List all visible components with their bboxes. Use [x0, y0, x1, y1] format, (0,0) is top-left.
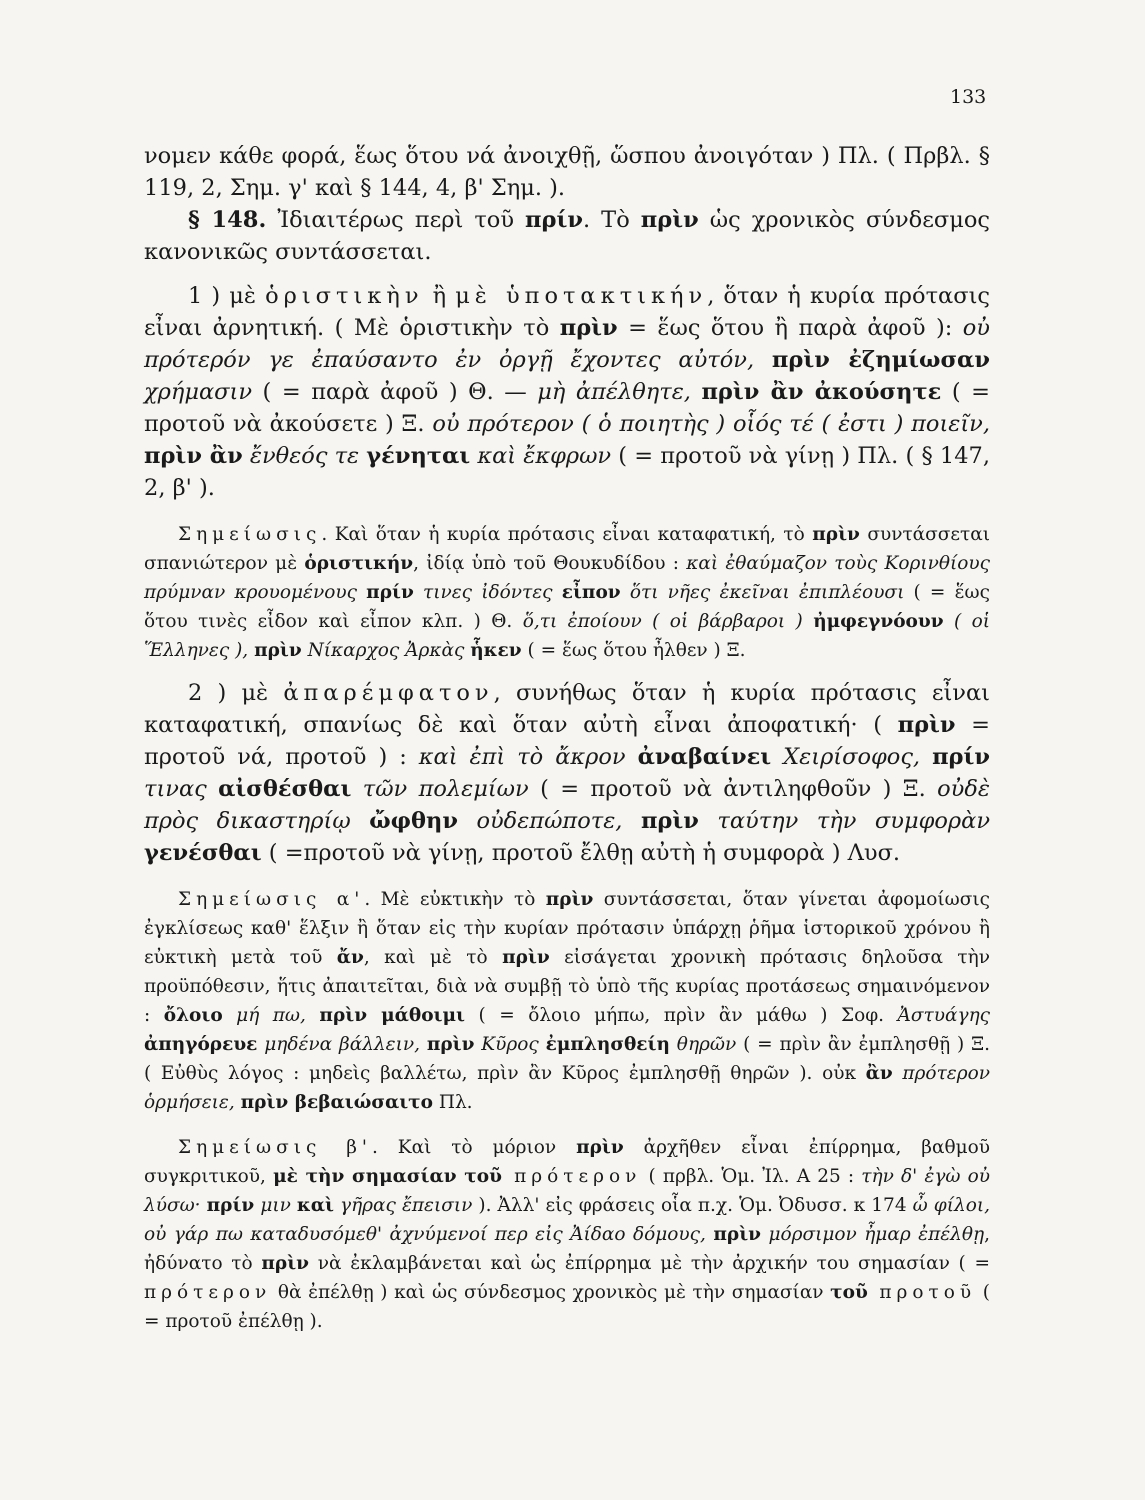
note-label: Σημείωσις β': [178, 1137, 373, 1158]
note-2: Σημείωσις α'. Μὲ εὐκτικὴν τὸ πρὶν συντάσσεται, ὅταν γίνεται ἀφομοίωσις ἐγκλίσεως καθ' ἕλξιν ἢ ὅταν εἰς τὴν κυρίαν πρότασιν ὑπάρχῃ ῥῆμα ἱστορικοῦ χρόνου ἢ εὐκτικὴ μετὰ τοῦ ἄν, καὶ μὲ τὸ πρὶν εἰσάγεται χρονικὴ πρότασις δηλοῦσα τὴν προϋπόθεσιν, ἥτις ἀπαιτεῖται, διὰ νὰ συμβῇ τὸ ὑπὸ τῆς κυρίας προτάσεως σημαινόμενον : ὄλοιο μή πω, πρὶν μάθοιμι ( = ὄλοιο μήπω, πρὶν ἂν μάθω ) Σοφ. Ἀστυάγης ἀπηγόρευε μηδένα βάλλειν, πρὶν Κῦρος ἐμπλησθείη θηρῶν ( = πρὶν ἂν ἐμπλησθῇ ) Ξ. ( Εὐθὺς λόγος : μηδεὶς βαλλέτω, πρὶν ἂν Κῦρος ἐμπλησθῇ θηρῶν ). οὐκ ἂν πρότερον ὁρμήσειε, πρὶν βεβαιώσαιτο Πλ.: [144, 889, 991, 1113]
page-number: 133: [950, 86, 987, 108]
item-1-paragraph: 1 ) μὲ ὁριστικὴν ἢ μὲ ὑποτακτικήν, ὅταν ἡ κυρία πρότασις εἶναι ἀρνητική. ( Μὲ ὁριστικὴν τὸ πρὶν = ἕως ὅτου ἢ παρὰ ἀφοῦ ): οὐ πρότερόν γε ἐπαύσαντο ἐν ὀργῇ ἔχοντες αὐτόν, πρὶν ἐζημίωσαν χρήμασιν ( = παρὰ ἀφοῦ ) Θ. — μὴ ἀπέλθητε, πρὶν ἂν ἀκούσητε ( = προτοῦ νὰ ἀκούσετε ) Ξ. οὐ πρότερον ( ὁ ποιητὴς ) οἷός τέ ( ἐστι ) ποιεῖν, πρὶν ἂν ἔνθεός τε γένηται καὶ ἔκφρων ( = προτοῦ νὰ γίνῃ ) Πλ. ( § 147, 2, β' ).: [144, 283, 991, 501]
note-1: Σημείωσις. Καὶ ὅταν ἡ κυρία πρότασις εἶναι καταφατική, τὸ πρὶν συντάσσεται σπανιώτερον μὲ ὁριστικήν, ἰδίᾳ ὑπὸ τοῦ Θουκυδίδου : καὶ ἐθαύμαζον τοὺς Κορινθίους πρύμναν κρουομένους πρίν τινες ἰδόντες εἶπον ὅτι νῆες ἐκεῖναι ἐπιπλέουσι ( = ἕως ὅτου τινὲς εἶδον καὶ εἶπον κλπ. ) Θ. ὅ,τι ἐποίουν ( οἱ βάρβαροι ) ἠμφεγνόουν ( οἱ Ἕλληνες ), πρὶν Νίκαρχος Ἀρκὰς ἧκεν ( = ἕως ὅτου ἦλθεν ) Ξ.: [144, 524, 991, 661]
continuation-paragraph: νομεν κάθε φορά, ἕως ὅτου νά ἀνοιχθῇ, ὥσπου ἀνοιγόταν ) Πλ. ( Πρβλ. § 119, 2, Σημ. γ' καὶ § 144, 4, β' Σημ. ).: [144, 143, 990, 201]
section-number: § 148.: [188, 207, 267, 233]
section-148-heading: § 148. Ἰδιαιτέρως περὶ τοῦ πρίν. Τὸ πρὶν ὡς χρονικὸς σύνδεσμος κανονικῶς συντάσσεται.: [144, 207, 990, 265]
note-3: Σημείωσις β'. Καὶ τὸ μόριον πρὶν ἀρχῆθεν εἶναι ἐπίρρημα, βαθμοῦ συγκριτικοῦ, μὲ τὴν σημασίαν τοῦ πρότερον ( πρβλ. Ὁμ. Ἰλ. Α 25 : τὴν δ' ἐγὼ οὐ λύσω· πρίν μιν καὶ γῆρας ἔπεισιν ). Ἀλλ' εἰς φράσεις οἷα π.χ. Ὁμ. Ὀδυσσ. κ 174 ὦ φίλοι, οὐ γάρ πω καταδυσόμεθ' ἀχνύμενοί περ εἰς Ἀίδαο δόμους, πρὶν μόρσιμον ἦμαρ ἐπέλθῃ, ἠδύνατο τὸ πρὶν νὰ ἐκλαμβάνεται καὶ ὡς ἐπίρρημα μὲ τὴν ἀρχικήν του σημασίαν ( = πρότερον θὰ ἐπέλθῃ ) καὶ ὡς σύνδεσμος χρονικὸς μὲ τὴν σημασίαν τοῦ προτοῦ ( = προτοῦ ἐπέλθῃ ).: [144, 1137, 991, 1332]
page-text: [144, 140, 990, 1336]
item-2-paragraph: 2 ) μὲ ἀπαρέμφατον, συνήθως ὅταν ἡ κυρία πρότασις εἶναι καταφατική, σπανίως δὲ καὶ ὅταν αὐτὴ εἶναι ἀποφατική· ( πρὶν = προτοῦ νά, προτοῦ ) : καὶ ἐπὶ τὸ ἄκρον ἀναβαίνει Χειρίσοφος, πρίν τινας αἰσθέσθαι τῶν πολεμίων ( = προτοῦ νὰ ἀντιληφθοῦν ) Ξ. οὐδὲ πρὸς δικαστηρίῳ ὤφθην οὐδεπώποτε, πρὶν ταύτην τὴν συμφορὰν γενέσθαι ( =προτοῦ νὰ γίνῃ, προτοῦ ἔλθῃ αὐτὴ ἡ συμφορὰ ) Λυσ.: [144, 680, 991, 866]
note-label: Σημείωσις: [178, 524, 322, 545]
note-label: Σημείωσις α': [178, 889, 365, 910]
